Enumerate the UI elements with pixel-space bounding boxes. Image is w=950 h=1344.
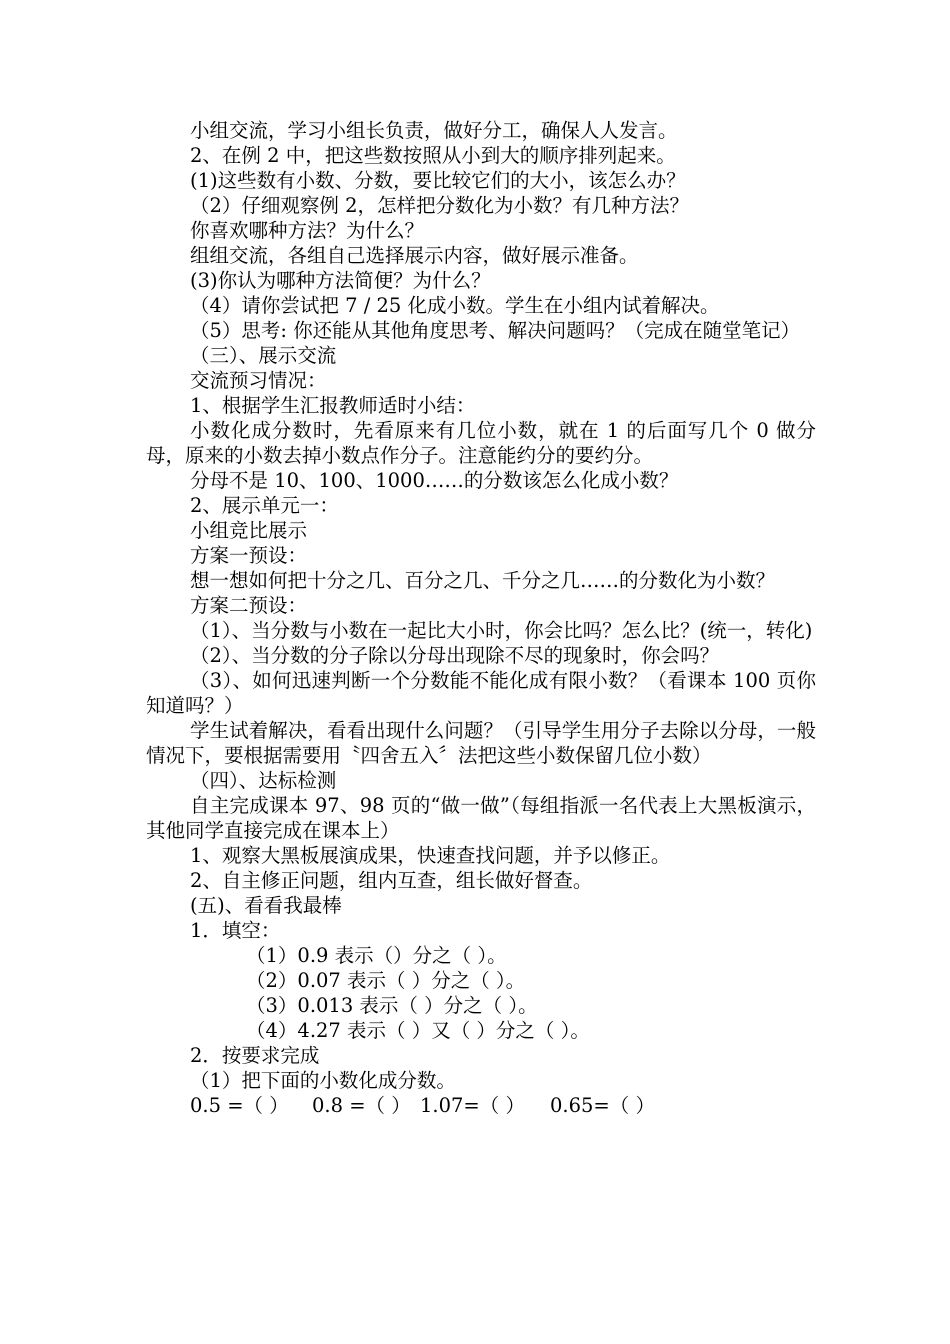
text-line: (1)这些数有小数、分数，要比较它们的大小，该怎么办？ [190, 169, 686, 192]
text-line: （2）、当分数的分子除以分母出现除不尽的现象时，你会吗？ [190, 644, 720, 667]
text-line: （2）仔细观察例 2，怎样把分数化为小数？有几种方法？ [190, 194, 690, 217]
text-line: 1、根据学生汇报教师适时小结： [190, 394, 476, 417]
text-line: 2．按要求完成 [190, 1044, 320, 1067]
exercise-item: （3）0.013 表示（ ）分之（ ）。 [246, 994, 538, 1017]
text-paragraph: （1）、当分数与小数在一起比大小时，你会比吗？怎么比？(统一，转化) [190, 619, 813, 642]
text-paragraph: 小数化成分数时，先看原来有几位小数，就在 1 的后面写几个 0 做分母，原来的小数去掉小数点作分子。注意能约分的要约分。 [146, 419, 816, 467]
answer-item: 1.07=（ ） [420, 1094, 525, 1117]
text-paragraph: （5）思考: 你还能从其他角度思考、解决问题吗？（完成在随堂笔记） [190, 319, 801, 342]
exercise-item: （2）0.07 表示（ ）分之（ ）。 [246, 969, 526, 992]
text-line: (3)你认为哪种方法简便？为什么？ [190, 269, 491, 292]
text-line: 2、自主修正问题，组内互查，组长做好督查。 [190, 869, 593, 892]
text-line: 组组交流，各组自己选择展示内容，做好展示准备。 [190, 244, 639, 267]
document-body [146, 118, 816, 1118]
text-paragraph: 学生试着解决，看看出现什么问题？（引导学生用分子去除以分母，一般情况下，要根据需要用〝四舍五入〞法把这些小数保留几位小数） [146, 719, 816, 767]
text-paragraph: 想一想如何把十分之几、百分之几、千分之几……的分数化为小数？ [190, 569, 776, 592]
text-line: 2、展示单元一： [190, 494, 339, 517]
section-heading: （四）、达标检测 [190, 769, 337, 792]
text-line: 交流预习情况： [190, 369, 327, 392]
text-line: （4）请你尝试把 7 / 25 化成小数。学生在小组内试着解决。 [190, 294, 720, 317]
text-line: （1）把下面的小数化成分数。 [190, 1069, 456, 1092]
text-line: 2、在例 2 中，把这些数按照从小到大的顺序排列起来。 [190, 144, 676, 167]
section-heading: （三）、展示交流 [190, 344, 337, 367]
text-line: 小组交流，学习小组长负责，做好分工，确保人人发言。 [190, 119, 678, 142]
text-line: 1、观察大黑板展演成果，快速查找问题，并予以修正。 [190, 844, 671, 867]
exercise-item: （4）4.27 表示（ ）又（ ）分之（ ）。 [246, 1019, 590, 1042]
answer-row [146, 1093, 816, 1118]
section-heading: (五)、看看我最棒 [190, 894, 342, 917]
text-line: 小组竞比展示 [190, 519, 308, 542]
text-line: 方案一预设： [190, 544, 308, 567]
answer-item: 0.65=（ ） [550, 1094, 655, 1117]
text-line: 分母不是 10、100、1000……的分数该怎么化成小数？ [190, 469, 679, 492]
text-paragraph: 自主完成课本 97、98 页的“做一做”（每组指派一名代表上大黑板演示，其他同学直接完成在课本上） [146, 794, 816, 842]
exercise-item: （1）0.9 表示（）分之（ ）。 [246, 944, 507, 967]
answer-item: 0.5 =（ ） [190, 1094, 289, 1117]
text-paragraph: （3）、如何迅速判断一个分数能不能化成有限小数？（看课本 100 页你知道吗？） [146, 669, 816, 717]
text-line: 你喜欢哪种方法？为什么？ [190, 219, 425, 242]
text-line: 方案二预设： [190, 594, 308, 617]
text-line: 1．填空： [190, 919, 281, 942]
answer-item: 0.8 =（ ） [312, 1094, 411, 1117]
